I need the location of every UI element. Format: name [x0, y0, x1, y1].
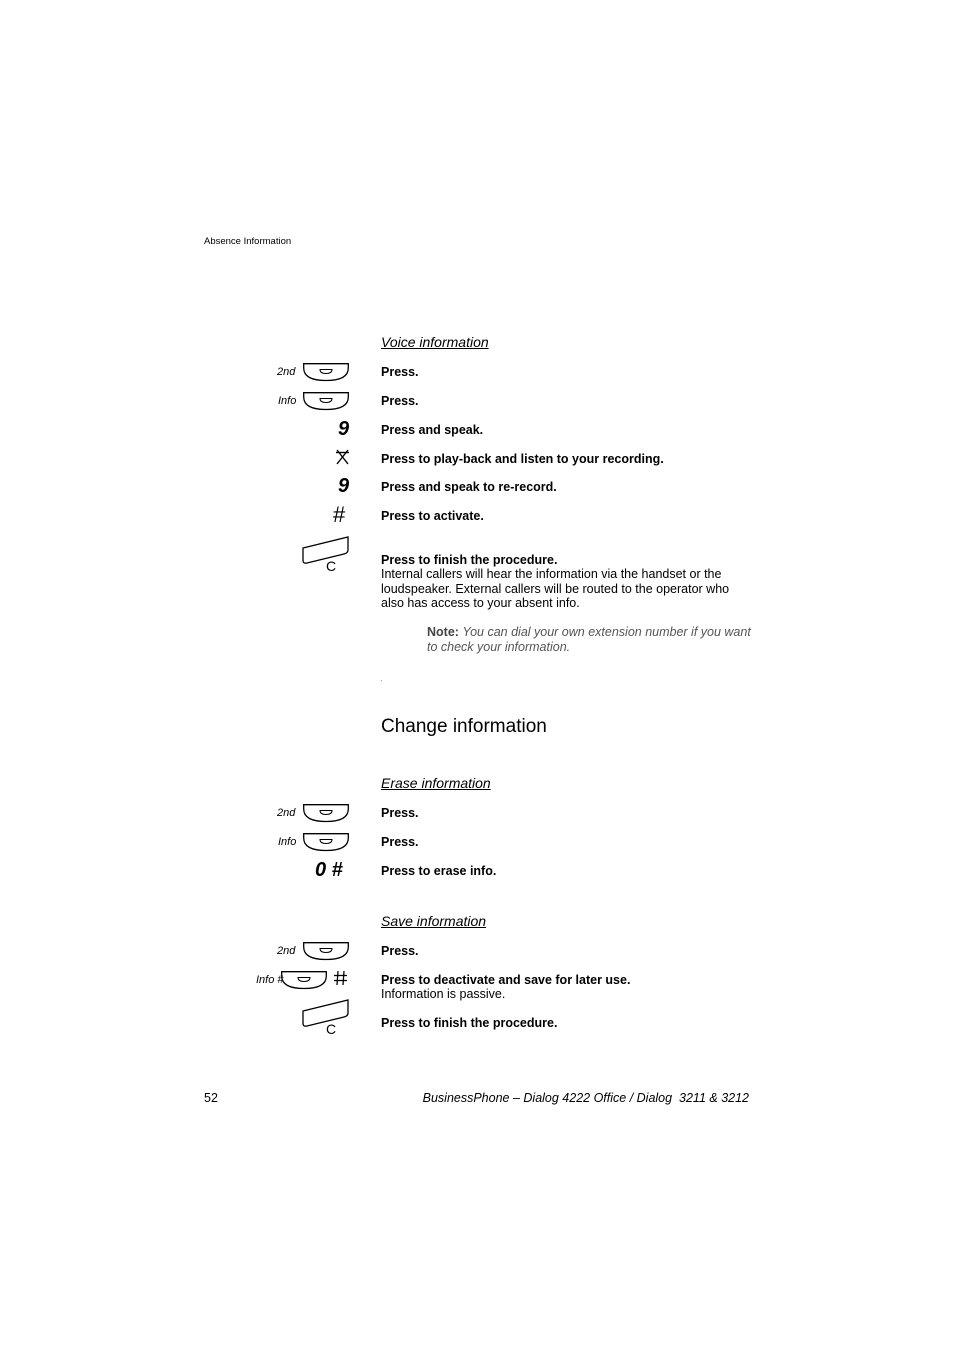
voice-step-3: Press and speak. — [381, 423, 484, 437]
document-title: BusinessPhone – Dialog 4222 Office / Dialog 3211 & 3212 — [422, 1091, 749, 1105]
key-label-2nd: 2nd — [277, 945, 296, 957]
voice-information-heading: Voice information — [381, 334, 489, 350]
clear-key-label: C — [326, 558, 337, 574]
save-step-2: Press to deactivate and save for later use. — [381, 973, 631, 987]
info-key-icon — [303, 833, 349, 852]
save-step-1: Press. — [381, 944, 419, 958]
second-key-icon — [303, 942, 349, 961]
erase-information-heading: Erase information — [381, 775, 491, 791]
save-step-3: Press to finish the procedure. — [381, 1016, 558, 1030]
erase-step-2: Press. — [381, 835, 419, 849]
voice-step-7: Press to finish the procedure. — [381, 553, 558, 567]
zero-hash-keys: 0 # — [315, 859, 343, 881]
star-key-icon — [335, 449, 350, 465]
erase-step-1: Press. — [381, 806, 419, 820]
voice-step-1: Press. — [381, 365, 419, 379]
key-label-info: Info — [278, 395, 297, 407]
hash-icon — [333, 970, 348, 986]
erase-step-3: Press to erase info. — [381, 864, 497, 878]
divider-dot — [381, 680, 382, 681]
key-label-info-hash: Info # — [256, 974, 284, 986]
info-key-icon — [281, 971, 327, 990]
note-text: You can dial your own extension number if you want to check your information. — [427, 625, 751, 654]
voice-step-6: Press to activate. — [381, 509, 484, 523]
key-label-2nd: 2nd — [277, 807, 296, 819]
note-label: Note: — [427, 625, 459, 639]
clear-key-label: C — [326, 1021, 337, 1037]
digit-9-key: 9 — [338, 418, 350, 440]
save-information-heading: Save information — [381, 913, 487, 929]
note — [427, 625, 757, 654]
voice-finish-description: Internal callers will hear the information via the handset or the loudspeaker. External callers will be routed to the operator who also has access to your absent info. — [381, 567, 730, 610]
voice-step-4: Press to play-back and listen to your recording. — [381, 452, 664, 466]
key-label-2nd: 2nd — [277, 366, 296, 378]
second-key-icon — [303, 363, 349, 382]
info-key-icon — [303, 392, 349, 411]
page-number: 52 — [204, 1091, 218, 1105]
section-header: Absence Information — [204, 236, 292, 247]
second-key-icon — [303, 804, 349, 823]
hash-key: # — [333, 502, 346, 527]
voice-step-2: Press. — [381, 394, 419, 408]
passive-description: Information is passive. — [381, 987, 506, 1001]
voice-step-5: Press and speak to re-record. — [381, 480, 557, 494]
digit-9-key: 9 — [338, 475, 350, 497]
key-label-info: Info — [278, 836, 297, 848]
change-information-title: Change information — [381, 716, 547, 737]
